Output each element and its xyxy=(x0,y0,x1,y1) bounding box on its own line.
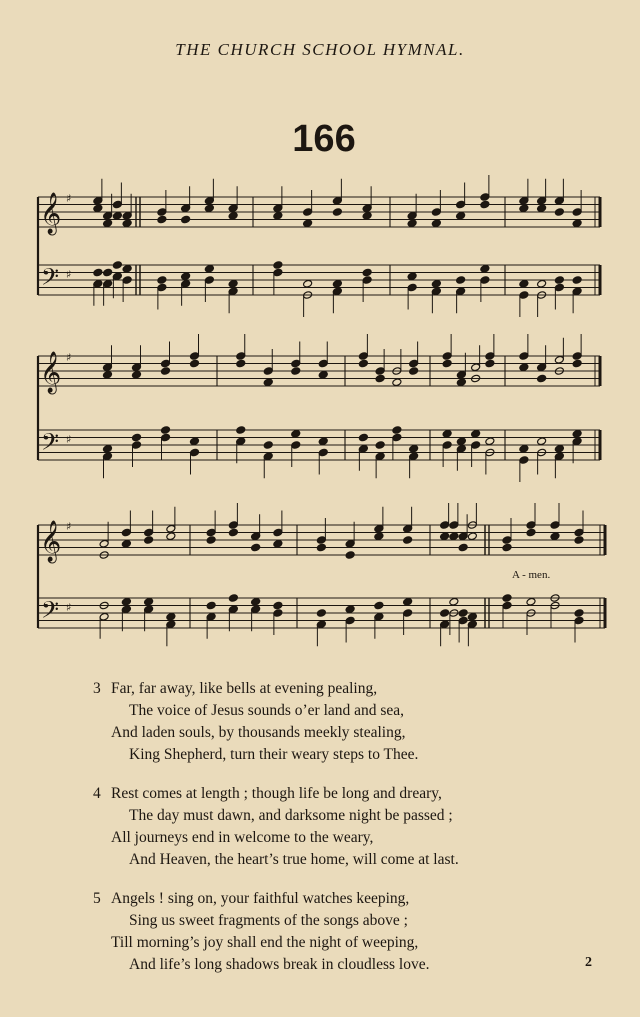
note-head xyxy=(485,359,495,368)
note-head xyxy=(103,211,113,220)
treble-clef-icon: 𝄞 xyxy=(40,193,62,234)
note-head xyxy=(456,287,466,296)
note-head xyxy=(358,444,368,453)
note-head xyxy=(403,524,413,533)
verse-line: The day must dawn, and darksome night be passed ; xyxy=(129,807,453,824)
note-head xyxy=(431,208,441,217)
note-head xyxy=(392,378,402,387)
note-head xyxy=(144,528,154,537)
note-head xyxy=(318,448,328,457)
note-head xyxy=(204,264,214,273)
note-head xyxy=(121,539,131,548)
note-head xyxy=(166,532,176,541)
note-head xyxy=(291,359,301,368)
note-head xyxy=(206,528,216,537)
amen-lyric: A - men. xyxy=(512,569,551,581)
note-head xyxy=(519,444,529,453)
note-head xyxy=(144,536,154,545)
note-head xyxy=(574,528,584,537)
note-head xyxy=(273,261,283,270)
note-head xyxy=(121,528,131,537)
note-head xyxy=(236,437,246,446)
note-head xyxy=(263,378,273,387)
note-head xyxy=(273,211,283,220)
note-head xyxy=(409,367,419,376)
note-head xyxy=(519,456,529,465)
note-head xyxy=(132,363,142,372)
note-head xyxy=(112,272,122,281)
verse-number: 5 xyxy=(93,890,101,907)
note-head xyxy=(537,196,547,205)
note-head xyxy=(374,524,384,533)
note-head xyxy=(316,543,326,552)
verse-number: 3 xyxy=(93,680,101,697)
note-head xyxy=(502,543,512,552)
note-head xyxy=(467,532,477,541)
note-head xyxy=(456,211,466,220)
note-head xyxy=(409,452,419,461)
note-head xyxy=(273,601,283,610)
sharp-icon: ♯ xyxy=(66,192,72,205)
note-head xyxy=(112,211,122,220)
note-head xyxy=(166,620,176,629)
note-head xyxy=(407,272,417,281)
note-head xyxy=(407,211,417,220)
note-head xyxy=(358,359,368,368)
note-head xyxy=(362,204,372,213)
note-head xyxy=(181,215,191,224)
note-head xyxy=(236,426,246,435)
verse-line: King Shepherd, turn their weary steps to Thee. xyxy=(129,746,419,763)
note-head xyxy=(574,536,584,545)
verse-line: Far, far away, like bells at evening pealing, xyxy=(111,680,378,697)
note-head xyxy=(526,597,536,606)
verse-line: Rest comes at length ; though life be long and dreary, xyxy=(111,785,442,802)
note-head xyxy=(103,219,113,228)
note-head xyxy=(303,279,313,288)
note-head xyxy=(291,367,301,376)
note-head xyxy=(502,601,512,610)
note-head xyxy=(440,532,450,541)
note-head xyxy=(374,601,384,610)
note-head xyxy=(519,352,529,361)
verse-line: Sing us sweet fragments of the songs above ; xyxy=(129,912,408,929)
note-head xyxy=(93,196,103,205)
note-head xyxy=(103,363,113,372)
hymn-number: 166 xyxy=(292,118,356,160)
note-head xyxy=(375,374,385,383)
note-head xyxy=(442,352,452,361)
note-head xyxy=(161,359,171,368)
note-head xyxy=(574,609,584,618)
note-head xyxy=(485,352,495,361)
note-head xyxy=(471,363,481,372)
note-head xyxy=(122,264,132,273)
note-head xyxy=(291,429,301,438)
page-number: 2 xyxy=(585,955,592,970)
note-head xyxy=(112,261,122,270)
note-head xyxy=(251,543,261,552)
note-head xyxy=(316,620,326,629)
note-head xyxy=(456,378,466,387)
note-head xyxy=(375,367,385,376)
note-head xyxy=(572,276,582,285)
note-head xyxy=(318,437,328,446)
note-head xyxy=(236,352,246,361)
note-head xyxy=(228,521,238,530)
note-head xyxy=(228,204,238,213)
note-head xyxy=(228,605,238,614)
note-head xyxy=(440,609,450,618)
note-head xyxy=(358,352,368,361)
note-head xyxy=(157,215,167,224)
note-head xyxy=(332,196,342,205)
note-head xyxy=(431,287,441,296)
note-head xyxy=(228,279,238,288)
note-head xyxy=(572,437,582,446)
note-head xyxy=(407,283,417,292)
verse-line: Till morning’s joy shall end the night of weeping, xyxy=(111,934,419,951)
note-head xyxy=(228,211,238,220)
note-head xyxy=(345,551,355,560)
note-head xyxy=(206,536,216,545)
note-head xyxy=(449,532,459,541)
note-head xyxy=(132,370,142,379)
note-head xyxy=(392,426,402,435)
note-head xyxy=(456,437,466,446)
note-head xyxy=(316,609,326,618)
note-head xyxy=(403,597,413,606)
note-head xyxy=(572,287,582,296)
bass-clef-icon: 𝄢 xyxy=(41,263,60,296)
note-head xyxy=(442,429,452,438)
note-head xyxy=(374,532,384,541)
note-head xyxy=(251,605,261,614)
note-head xyxy=(537,437,547,446)
running-header: THE CHURCH SCHOOL HYMNAL. xyxy=(175,40,465,59)
note-head xyxy=(273,609,283,618)
note-head xyxy=(554,283,564,292)
note-head xyxy=(228,594,238,603)
note-head xyxy=(99,612,109,621)
note-head xyxy=(502,594,512,603)
verse-line: And Heaven, the heart’s true home, will come at last. xyxy=(129,851,459,868)
note-head xyxy=(442,441,452,450)
note-head xyxy=(375,441,385,450)
verse-line: And laden souls, by thousands meekly stealing, xyxy=(111,724,406,741)
note-head xyxy=(550,532,560,541)
treble-clef-icon: 𝄞 xyxy=(40,352,62,393)
sharp-icon: ♯ xyxy=(66,351,72,364)
note-head xyxy=(358,433,368,442)
note-head xyxy=(161,433,171,442)
verse-number: 4 xyxy=(93,785,101,802)
note-head xyxy=(112,200,122,209)
note-head xyxy=(157,208,167,217)
note-head xyxy=(526,521,536,530)
note-head xyxy=(467,620,477,629)
note-head xyxy=(103,452,113,461)
note-head xyxy=(345,616,355,625)
note-head xyxy=(206,612,216,621)
note-head xyxy=(403,609,413,618)
note-head xyxy=(103,268,113,277)
note-head xyxy=(574,616,584,625)
note-head xyxy=(263,441,273,450)
note-head xyxy=(332,208,342,217)
note-head xyxy=(572,429,582,438)
note-head xyxy=(318,359,328,368)
note-head xyxy=(449,521,459,530)
note-head xyxy=(263,452,273,461)
note-head xyxy=(144,605,154,614)
note-head xyxy=(273,268,283,277)
sharp-icon: ♯ xyxy=(66,520,72,533)
note-head xyxy=(519,279,529,288)
note-head xyxy=(572,352,582,361)
note-head xyxy=(550,521,560,530)
note-head xyxy=(471,429,481,438)
note-head xyxy=(132,433,142,442)
note-head xyxy=(204,196,214,205)
note-head xyxy=(332,279,342,288)
note-head xyxy=(572,219,582,228)
note-head xyxy=(190,352,200,361)
note-head xyxy=(93,268,103,277)
note-head xyxy=(122,276,132,285)
note-head xyxy=(273,539,283,548)
note-head xyxy=(554,276,564,285)
note-head xyxy=(206,601,216,610)
note-head xyxy=(93,279,103,288)
note-head xyxy=(519,204,529,213)
note-head xyxy=(409,359,419,368)
note-head xyxy=(519,363,529,372)
note-head xyxy=(456,370,466,379)
note-head xyxy=(456,444,466,453)
note-head xyxy=(403,536,413,545)
note-head xyxy=(458,543,468,552)
bass-clef-icon: 𝄢 xyxy=(41,596,60,629)
note-head xyxy=(316,536,326,545)
note-head xyxy=(103,444,113,453)
note-head xyxy=(157,276,167,285)
note-head xyxy=(93,204,103,213)
note-head xyxy=(362,211,372,220)
note-head xyxy=(236,359,246,368)
note-head xyxy=(122,219,132,228)
note-head xyxy=(132,441,142,450)
note-head xyxy=(374,612,384,621)
note-head xyxy=(362,268,372,277)
verse-line: The voice of Jesus sounds o’er land and sea, xyxy=(129,702,405,719)
note-head xyxy=(554,355,564,364)
note-head xyxy=(526,528,536,537)
note-head xyxy=(190,359,200,368)
note-head xyxy=(345,605,355,614)
note-head xyxy=(431,279,441,288)
note-head xyxy=(291,441,301,450)
note-head xyxy=(228,287,238,296)
note-head xyxy=(103,279,113,288)
note-head xyxy=(440,521,450,530)
note-head xyxy=(519,196,529,205)
note-head xyxy=(480,193,490,202)
note-head xyxy=(332,287,342,296)
note-head xyxy=(442,359,452,368)
note-head xyxy=(554,196,564,205)
note-head xyxy=(166,612,176,621)
note-head xyxy=(480,264,490,273)
note-head xyxy=(303,219,313,228)
note-head xyxy=(458,609,468,618)
note-head xyxy=(121,605,131,614)
note-head xyxy=(456,276,466,285)
note-head xyxy=(228,528,238,537)
verse-line: Angels ! sing on, your faithful watches keeping, xyxy=(111,890,410,907)
note-head xyxy=(122,211,132,220)
note-head xyxy=(273,528,283,537)
note-head xyxy=(181,279,191,288)
note-head xyxy=(181,272,191,281)
note-head xyxy=(471,441,481,450)
treble-clef-icon: 𝄞 xyxy=(40,521,62,562)
sharp-icon: ♯ xyxy=(66,268,72,281)
note-head xyxy=(204,204,214,213)
note-head xyxy=(572,359,582,368)
note-head xyxy=(103,370,113,379)
note-head xyxy=(431,219,441,228)
note-head xyxy=(537,204,547,213)
note-head xyxy=(485,437,495,446)
note-head xyxy=(502,536,512,545)
note-head xyxy=(467,612,477,621)
note-head xyxy=(392,433,402,442)
note-head xyxy=(190,448,200,457)
note-head xyxy=(554,208,564,217)
bass-clef-icon: 𝄢 xyxy=(41,428,60,461)
sharp-icon: ♯ xyxy=(66,601,72,614)
note-head xyxy=(157,283,167,292)
note-head xyxy=(166,524,176,533)
note-head xyxy=(554,452,564,461)
note-head xyxy=(161,426,171,435)
note-head xyxy=(181,204,191,213)
note-head xyxy=(456,200,466,209)
note-head xyxy=(263,367,273,376)
note-head xyxy=(251,532,261,541)
note-head xyxy=(99,539,109,548)
note-head xyxy=(458,616,468,625)
note-head xyxy=(251,597,261,606)
note-head xyxy=(519,291,529,300)
note-head xyxy=(407,219,417,228)
note-head xyxy=(458,532,468,541)
note-head xyxy=(572,208,582,217)
note-head xyxy=(318,370,328,379)
note-head xyxy=(480,200,490,209)
note-head xyxy=(554,444,564,453)
note-head xyxy=(537,363,547,372)
sharp-icon: ♯ xyxy=(66,433,72,446)
note-head xyxy=(204,276,214,285)
note-head xyxy=(537,279,547,288)
verse-line: All journeys end in welcome to the weary, xyxy=(111,829,374,846)
note-head xyxy=(303,208,313,217)
verse-line: And life’s long shadows break in cloudless love. xyxy=(129,956,430,973)
note-head xyxy=(161,367,171,376)
note-head xyxy=(362,276,372,285)
note-head xyxy=(480,276,490,285)
note-head xyxy=(409,444,419,453)
note-head xyxy=(121,597,131,606)
note-head xyxy=(273,204,283,213)
note-head xyxy=(449,597,459,606)
note-head xyxy=(144,597,154,606)
note-head xyxy=(190,437,200,446)
note-head xyxy=(440,620,450,629)
note-head xyxy=(375,452,385,461)
note-head xyxy=(345,539,355,548)
note-head xyxy=(537,374,547,383)
